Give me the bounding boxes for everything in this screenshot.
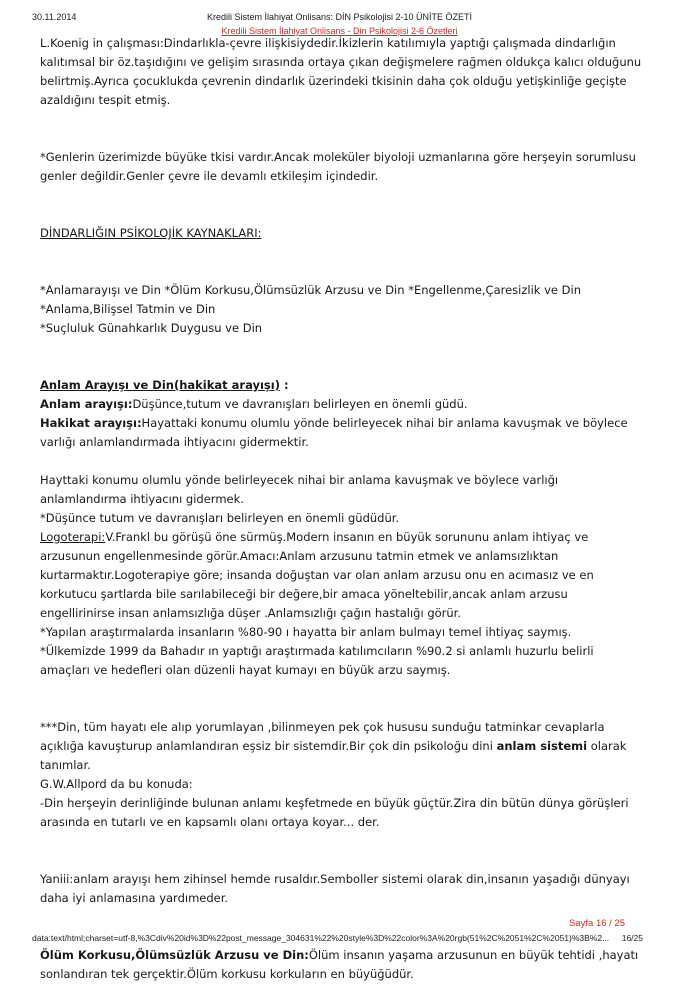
paragraph-hayat: Hayttaki konumu olumlu yönde belirleyecek nihai bir anlama kavuşmak ve böylece varlığı anlamlandırma ihtiyacını gidermek.	[40, 473, 559, 506]
print-title: Kredili Sistem İlahiyat Onlisans: DİN Psikolojisi 2-10 ÜNİTE ÖZETİ	[206, 12, 473, 22]
paragraph-arastirma: *Yapılan araştırmalarda insanların %80-90 ı hayatta bir anlam bulmayı temel ihtiyaç saymış.	[40, 625, 572, 639]
term-label: Hakikat arayışı:	[40, 416, 142, 430]
subsection-title-text: Anlam Arayışı ve Din(hakikat arayışı)	[40, 378, 280, 392]
paragraph-genler: *Genlerin üzerimizde büyüke tkisi vardır.Ancak moleküler biyoloji uzmanlarına göre herşeyin sorumlusu genler değildir.Genler çevre ile devamlı etkileşim içindedir.	[40, 150, 636, 183]
list-item: *Anlamarayışı ve Din *Ölüm Korkusu,Ölümsüzlük Arzusu ve Din *Engellenme,Çaresizlik ve Din	[40, 283, 581, 297]
paragraph-olum	[40, 946, 645, 984]
text-run: ***Din, tüm hayatı ele alıp yorumlayan ,bilinmeyen pek çok hususu sunduğu tatminkar cevaplarla açıklığa kavuşturup anlamlandıran eşsiz bir sistemdir.Bir çok din psikoloğu dini	[40, 720, 605, 753]
print-page-count: 16/25	[621, 933, 643, 943]
paragraph-yani: Yaniii:anlam arayışı hem zihinsel hemde rusaldır.Semboller sistemi olarak din,insanın yaşadığı dünyayı daha iyi anlamasına yardımeder.	[40, 872, 630, 905]
subsection-title	[40, 376, 645, 395]
term-text: Hayattaki konumu olumlu yönde belirleyecek nihai bir anlama kavuşmak ve böylece varlığı anlamlandırmada ihtiyacını gidermektir.	[40, 416, 628, 449]
list-item: *Suçluluk Günahkarlık Duygusu ve Din	[40, 321, 263, 335]
subsection-title-colon: :	[279, 378, 289, 392]
paragraph-dusunce: *Düşünce tutum ve davranışları belirleyen en önemli güdüdür.	[40, 511, 400, 525]
paragraph-ulkemizde: *Ülkemizde 1999 da Bahadır ın yaptığı araştırmada katılımcıların %90.2 si anlamlı huzurlu belirli amaçları ve hedefleri olan düzenli hayat kumayı en büyük arzu saymış.	[40, 644, 594, 677]
print-date: 30.11.2014	[32, 12, 77, 22]
term-label: Ölüm Korkusu,Ölümsüzlük Arzusu ve Din:	[40, 948, 309, 962]
page-indicator: Sayfa 16 / 25	[569, 918, 625, 929]
paragraph-quote: -Din herşeyin derinliğinde bulunan anlamı keşfetmede en büyük güçtür.Zira din bütün dünya görüşleri arasında en tutarlı ve en kapsamlı olanı ortaya koyar... der.	[40, 796, 629, 829]
paragraph-logoterapi	[40, 528, 645, 623]
paragraph-allport: G.W.Allpord da bu konuda:	[40, 777, 193, 791]
document-body	[40, 34, 645, 984]
term-text: V.Frankl bu görüşü öne sürmüş.Modern insanın en büyük sorununu anlam ihtiyaç ve arzusunun engellenmesinde görür.Amacı:Anlam arzusunu tatmin etmek ve anlamsızlıktan kurtarmaktır.Logoterapiye göre; insanda doğuştan var olan anlam arzusu onu en acımasız ve en korkutucu şartlarda bile sarılabileceği bir değere,bir amaca yöneltebilir,ancak anlam arzusu engellirinirse insan anlamsızlığa düşer .Anlamsızlığı çağın hastalığı görür.	[40, 530, 594, 620]
section-heading: DİNDARLIĞIN PSİKOLOJİK KAYNAKLARI:	[40, 226, 262, 240]
paragraph-din-sistem	[40, 718, 645, 775]
term-text: Ölüm insanın yaşama arzusunun en büyük tehtidi ,hayatı sonlandıran tek gerçektir.Ölüm korkusu korkuların en büyüğüdür.	[40, 948, 639, 981]
paragraph-koenig: L.Koenig in çalışması:Dindarlıkla-çevre ilişkisiydedir.İkizlerin katılımıyla yaptığı çalışmada dindarlığın kalıtımsal bir öz.taşıdığını ve gelişim sırasında ortaya çıkan değişmelere rağmen oldukça kalıcı olduğunu belirtmiş.Ayrıca çocuklukda çevrenin dindarlık üzerindeki tkisinin daha çok olduğu yetişkinliğe geçişte azaldığını tespit etmiş.	[40, 36, 642, 107]
blog-title-link[interactable]: Kredili Sistem İlahiyat Onlisans - Din Psikolojisi 2-6 Özetleri	[221, 26, 458, 36]
definition-hakikat	[40, 414, 645, 452]
emphasis: anlam sistemi	[496, 739, 588, 753]
text-run: olarak tanımlar.	[40, 739, 627, 772]
term-label: Anlam arayışı:	[40, 397, 133, 411]
list-item: *Anlama,Bilişsel Tatmin ve Din	[40, 302, 216, 316]
term-label: Logoterapi:	[40, 530, 106, 544]
term-text: Düşünce,tutum ve davranışları belirleyen en önemli güdü.	[132, 397, 468, 411]
definition-anlam	[40, 395, 645, 414]
print-url: data:text/html;charset=utf-8,%3Cdiv%20id%3D%22post_message_304631%22%20style%3D%22color%3A%20rgb(51%2C%2051%2C%2051)%3B%2...	[32, 933, 610, 943]
